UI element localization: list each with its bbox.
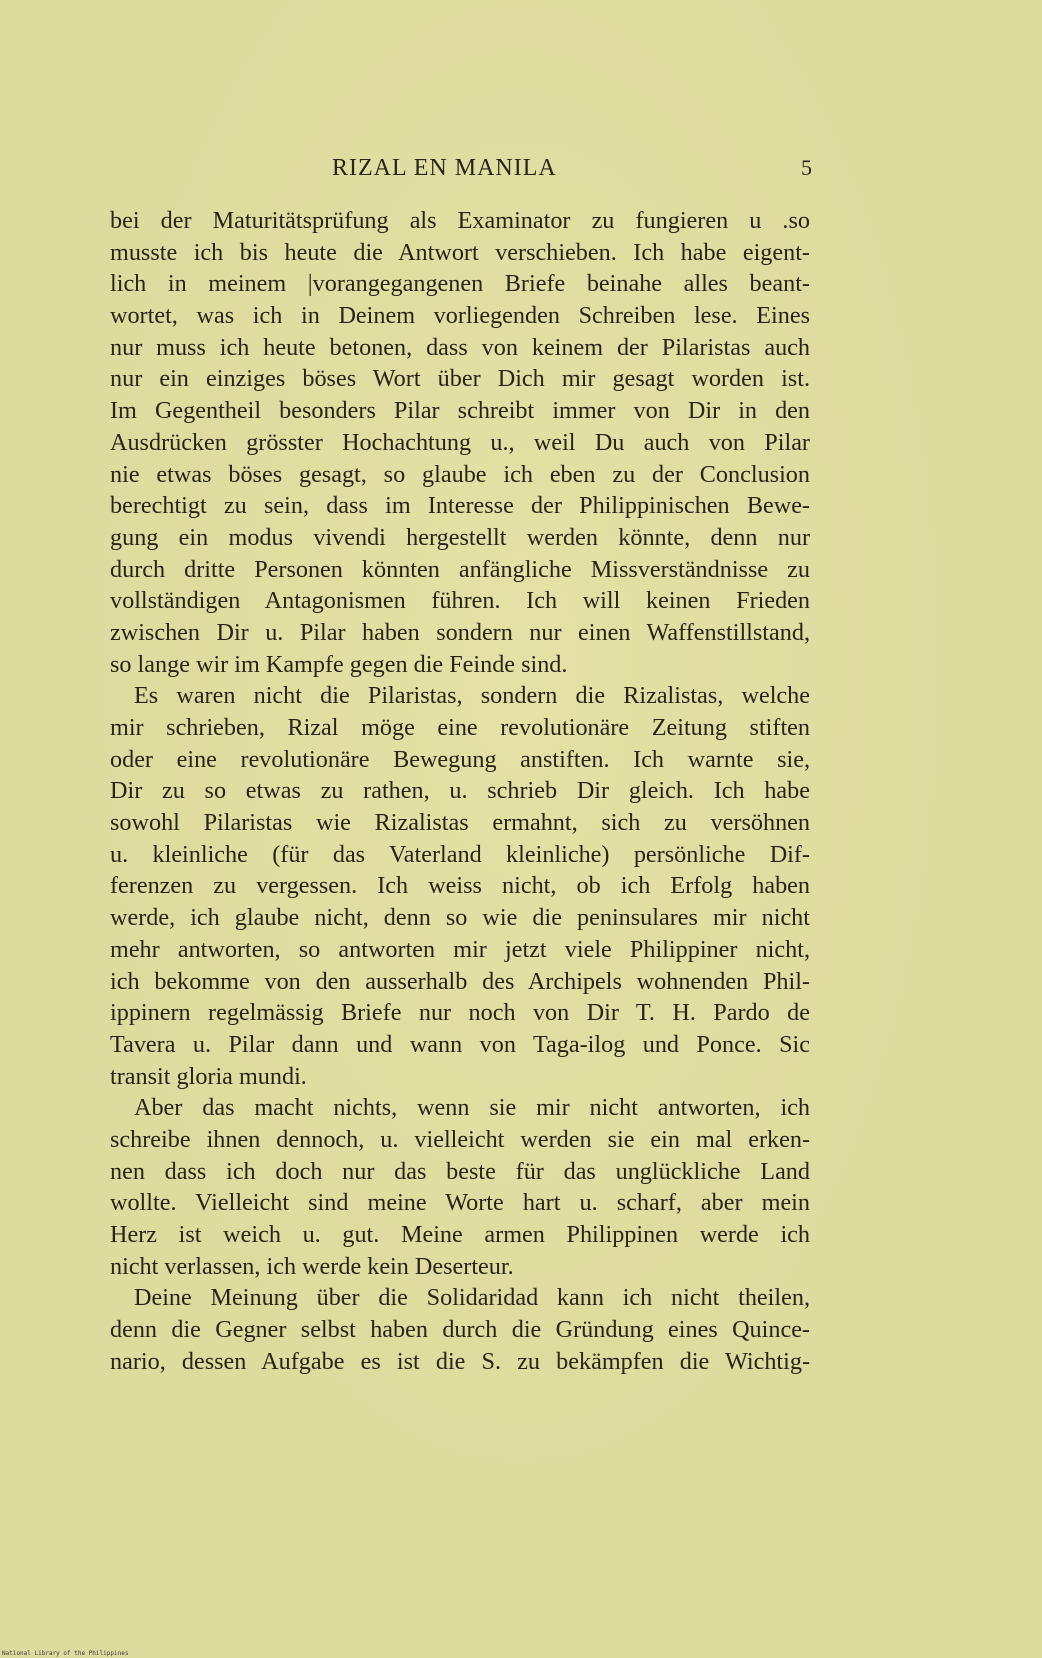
paragraph-3 [110,1092,810,1282]
running-title: RIZAL EN MANILA [332,155,557,181]
text-line: Es waren nicht die Pilaristas, sondern die Rizalistas, welche [134,682,810,710]
paragraph-2 [110,680,810,1092]
text-line: nicht verlassen, ich werde kein Deserteur. [110,1252,514,1280]
text-line: musste ich bis heute die Antwort verschieben. Ich habe eigent- [110,238,810,266]
text-line: bei der Maturitätsprüfung als Examinator zu fungieren u .so [110,207,810,234]
text-line: zwischen Dir u. Pilar haben sondern nur einen Waffenstillstand, [110,618,810,646]
text-line: nen dass ich doch nur das beste für das unglückliche Land [110,1157,810,1185]
text-line: sowohl Pilaristas wie Rizalistas ermahnt, sich zu versöhnen [110,809,810,837]
text-line: nario, dessen Aufgabe es ist die S. zu bekämpfen die Wichtig- [110,1347,810,1375]
body-text [110,205,810,1377]
paragraph-4 [110,1282,810,1377]
text-line: nie etwas böses gesagt, so glaube ich eben zu der Conclusion [110,460,810,488]
page-number: 5 [801,155,812,180]
text-line: denn die Gegner selbst haben durch die Gründung eines Quince- [110,1316,810,1344]
text-line: u. kleinliche (für das Vaterland kleinliche) persönliche Dif- [110,840,810,868]
text-line: oder eine revolutionäre Bewegung anstiften. Ich warnte sie, [110,745,810,773]
text-line: lich in meinem |vorangegangenen Briefe beinahe alles beant- [110,270,810,298]
text-line: wortet, was ich in Deinem vorliegenden Schreiben lese. Eines [110,302,810,330]
text-line: Aber das macht nichts, wenn sie mir nicht antworten, ich [134,1094,810,1122]
text-line: Deine Meinung über die Solidaridad kann ich nicht theilen, [134,1284,810,1312]
text-line: ferenzen zu vergessen. Ich weiss nicht, ob ich Erfolg haben [110,872,810,900]
text-line: ich bekomme von den ausserhalb des Archipels wohnenden Phil- [110,967,810,995]
text-line: mir schrieben, Rizal möge eine revolutionäre Zeitung stiften [110,714,810,741]
text-line: schreibe ihnen dennoch, u. vielleicht werden sie ein mal erken- [110,1125,810,1153]
text-line: werde, ich glaube nicht, denn so wie die peninsulares mir nicht [110,904,810,932]
text-line: Im Gegentheil besonders Pilar schreibt immer von Dir in den [110,397,810,425]
text-line: mehr antworten, so antworten mir jetzt viele Philippiner nicht, [110,935,810,963]
text-line: durch dritte Personen könnten anfängliche Missverständnisse zu [110,555,810,583]
text-line: berechtigt zu sein, dass im Interesse der Philippinischen Bewe- [110,492,810,520]
library-credit: National Library of the Philippines [2,1650,129,1657]
text-line: Ausdrücken grösster Hochachtung u., weil Du auch von Pilar [110,428,810,456]
text-line: Tavera u. Pilar dann und wann von Taga-ilog und Ponce. Sic [110,1030,810,1058]
text-line: vollständigen Antagonismen führen. Ich will keinen Frieden [110,587,810,615]
text-line: gung ein modus vivendi hergestellt werden könnte, denn nur [110,523,810,551]
paragraph-1 [110,205,810,680]
text-line: nur ein einziges böses Wort über Dich mir gesagt worden ist. [110,365,810,393]
text-line: so lange wir im Kampfe gegen die Feinde sind. [110,650,568,678]
page-header [110,153,810,183]
text-line: wollte. Vielleicht sind meine Worte hart u. scharf, aber mein [110,1189,810,1217]
text-line: transit gloria mundi. [110,1062,307,1090]
text-line: ippinern regelmässig Briefe nur noch von Dir T. H. Pardo de [110,999,810,1027]
text-line: nur muss ich heute betonen, dass von keinem der Pilaristas auch [110,333,810,361]
text-line: Dir zu so etwas zu rathen, u. schrieb Dir gleich. Ich habe [110,777,810,805]
text-line: Herz ist weich u. gut. Meine armen Philippinen werde ich [110,1221,810,1248]
